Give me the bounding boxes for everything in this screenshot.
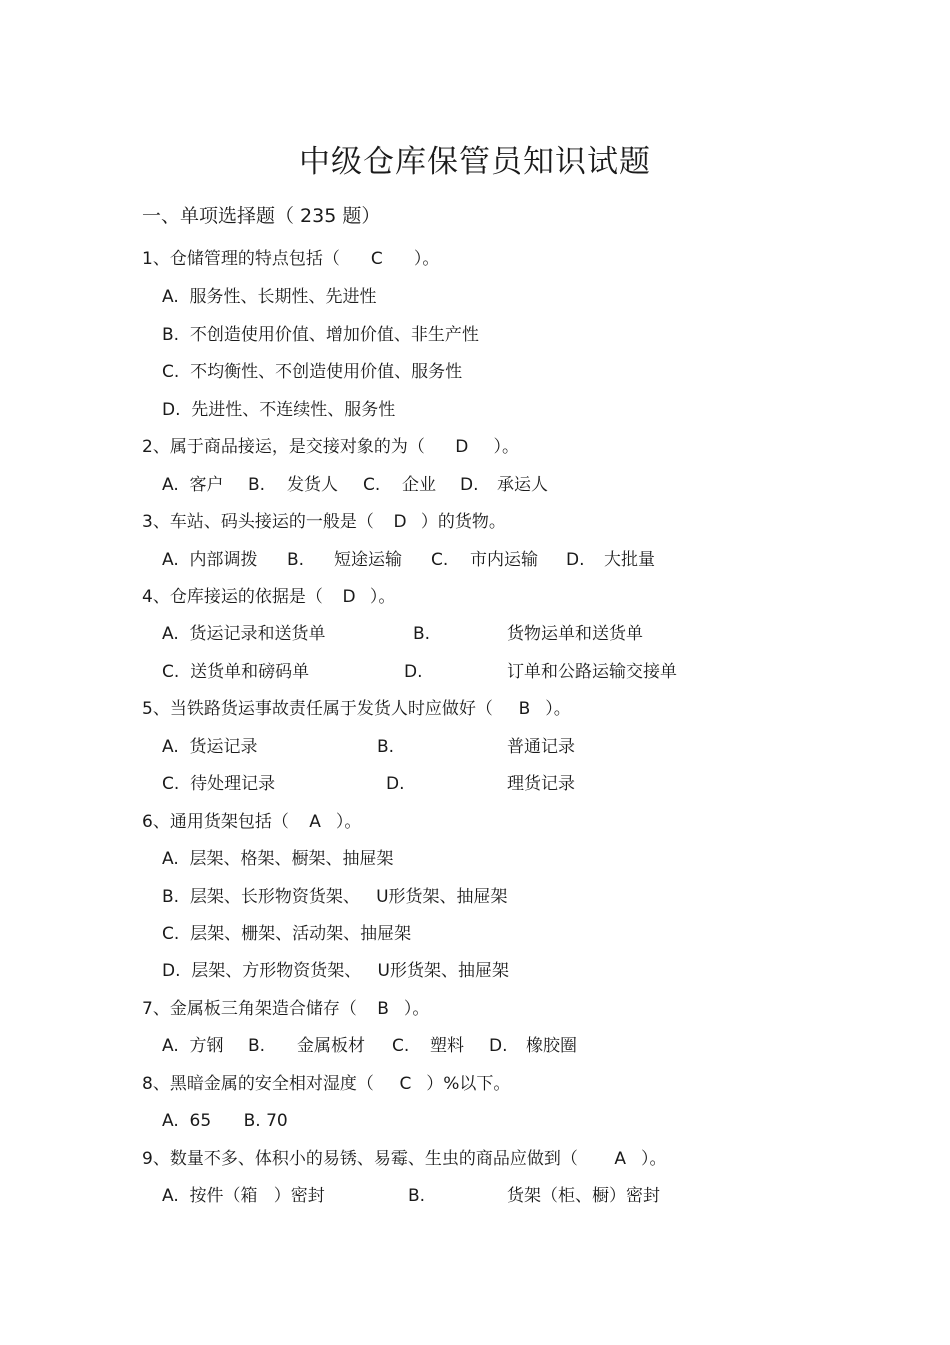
option-a: A. 服务性、长期性、先进性 <box>162 287 377 307</box>
option-c-text: 塑料 <box>430 1036 464 1056</box>
question-5: 5、当铁路货运事故责任属于发货人时应做好（ B ）。 <box>142 696 571 722</box>
option-b-letter: B. <box>248 475 266 495</box>
answer: C <box>399 1074 412 1094</box>
option-c-letter: C. <box>363 475 381 495</box>
option-d: D. 层架、方形物资货架、 U形货架、抽屉架 <box>162 961 509 981</box>
question-7: 7、金属板三角架造合储存（ B ）。 <box>142 996 429 1022</box>
answer: A <box>309 812 321 832</box>
answer: D <box>455 437 469 457</box>
document-title: 中级仓库保管员知识试题 <box>299 144 651 180</box>
answer: B <box>518 699 531 719</box>
option-b-letter: B. <box>377 737 395 757</box>
option-d-letter: D. <box>404 662 423 682</box>
option-c: C. 层架、栅架、活动架、抽屉架 <box>162 924 412 944</box>
option-b-text: 发货人 <box>287 475 338 495</box>
section-heading: 一、单项选择题（ 235 题） <box>142 205 381 227</box>
question-4: 4、仓库接运的依据是（ D ）。 <box>142 584 395 610</box>
option-d-letter: D. <box>460 475 479 495</box>
answer: C <box>370 249 383 269</box>
question-1: 1、仓储管理的特点包括（ C ）。 <box>142 246 439 272</box>
question-8: 8、黑暗金属的安全相对湿度（ C ）%以下。 <box>142 1071 510 1097</box>
option-d-letter: D. <box>566 550 585 570</box>
option-d-letter: D. <box>489 1036 508 1056</box>
option-b: B. 不创造使用价值、增加价值、非生产性 <box>162 325 479 345</box>
option-c-text: 市内运输 <box>470 550 538 570</box>
option-b-text: 普通记录 <box>507 737 575 757</box>
option-d-text: 订单和公路运输交接单 <box>507 662 677 682</box>
question-9: 9、数量不多、体积小的易锈、易霉、生虫的商品应做到（ A ）。 <box>142 1146 667 1172</box>
option-a: A. 货运记录和送货单 <box>162 624 326 644</box>
option-d-letter: D. <box>386 774 405 794</box>
option-d-text: 理货记录 <box>507 774 575 794</box>
option-b-letter: B. <box>287 550 305 570</box>
question-2: 2、属于商品接运，是交接对象的为（ D ）。 <box>142 434 519 460</box>
option-c-letter: C. <box>431 550 449 570</box>
question-3: 3、车站、码头接运的一般是（ D ）的货物。 <box>142 509 506 535</box>
option-b-letter: B. <box>248 1036 266 1056</box>
option-c-letter: C. <box>392 1036 410 1056</box>
option-b-text: 货架（柜、橱）密封 <box>507 1186 660 1206</box>
option-a: A. 货运记录 <box>162 737 258 757</box>
option-b-text: 短途运输 <box>334 550 402 570</box>
option-b-text: 金属板材 <box>297 1036 365 1056</box>
answer: B <box>377 999 389 1019</box>
option-row: A. 65 B. 70 <box>162 1111 288 1131</box>
answer: D <box>342 587 356 607</box>
option-c: C. 不均衡性、不创造使用价值、服务性 <box>162 362 463 382</box>
option-c: C. 送货单和磅码单 <box>162 662 310 682</box>
option-d-text: 大批量 <box>604 550 655 570</box>
option-d: D. 先进性、不连续性、服务性 <box>162 400 396 420</box>
option-a: A. 按件（箱 ）密封 <box>162 1186 325 1206</box>
option-a: A. 层架、格架、橱架、抽屉架 <box>162 849 394 869</box>
option-d-text: 橡胶圈 <box>526 1036 577 1056</box>
option-d-text: 承运人 <box>497 475 548 495</box>
option-c-text: 企业 <box>402 475 436 495</box>
question-6: 6、通用货架包括（ A ）。 <box>142 809 361 835</box>
option-b-text: 货物运单和送货单 <box>507 624 643 644</box>
answer: A <box>614 1149 627 1169</box>
option-b-letter: B. <box>413 624 431 644</box>
answer: D <box>393 512 407 532</box>
option-a: A. 内部调拨 <box>162 550 258 570</box>
option-c: C. 待处理记录 <box>162 774 276 794</box>
option-b: B. 层架、长形物资货架、 U形货架、抽屉架 <box>162 887 508 907</box>
option-a: A. 客户 <box>162 475 224 495</box>
option-a: A. 方钢 <box>162 1036 224 1056</box>
option-b-letter: B. <box>408 1186 426 1206</box>
